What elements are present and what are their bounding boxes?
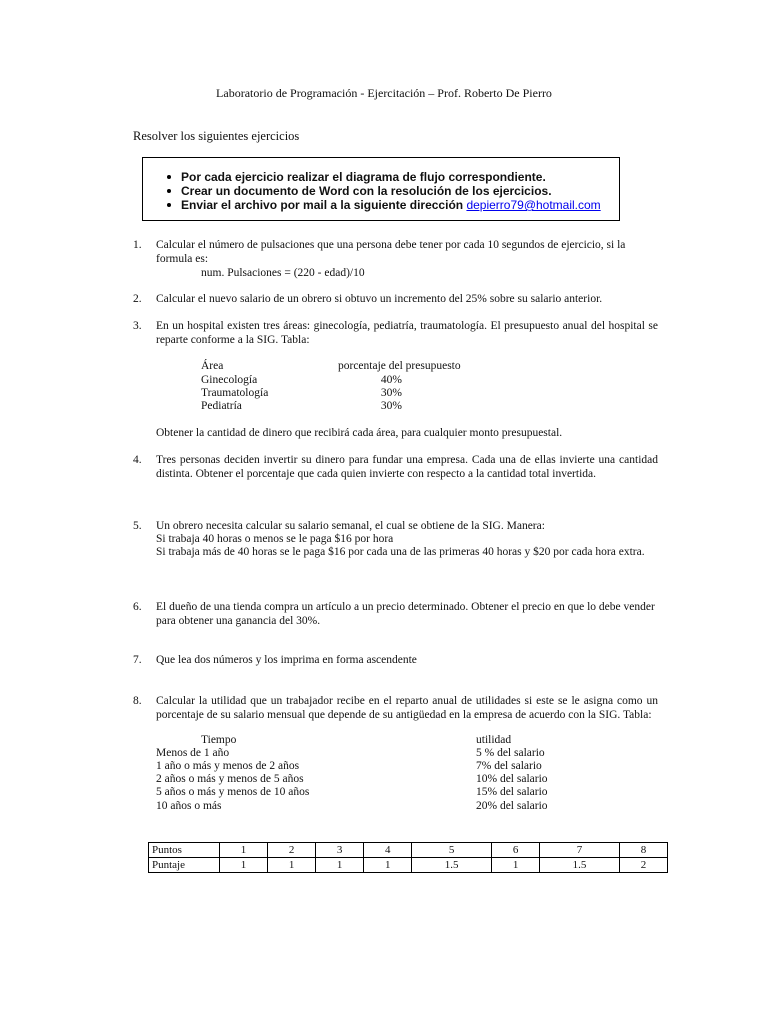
exercise-number: 2. <box>133 293 142 305</box>
instruction-item: Crear un documento de Word con la resolución de los ejercicios. <box>181 184 619 198</box>
table-cell: 1 <box>492 858 540 873</box>
table-cell: 1 <box>220 858 268 873</box>
budget-pct: 30% <box>380 387 402 399</box>
document-subtitle: Resolver los siguientes ejercicios <box>133 129 300 143</box>
seniority-tiempo: 10 años o más <box>156 800 222 812</box>
seniority-tiempo: Menos de 1 año <box>156 747 230 759</box>
exercise-1-text-cont: formula es: <box>156 253 209 265</box>
table-cell: 1 <box>220 843 268 858</box>
seniority-utilidad: 15% del salario <box>476 786 548 798</box>
budget-pct-cell <box>338 387 478 401</box>
seniority-utilidad: 7% del salario <box>476 760 542 772</box>
exercise-1-text: Calcular el número de pulsaciones que una persona debe tener por cada 10 segundos de ejercicio, si la <box>156 239 626 251</box>
exercise-number: 7. <box>133 654 142 666</box>
exercise-5-text: Un obrero necesita calcular su salario semanal, el cual se obtiene de la SIG. Manera: <box>156 520 545 532</box>
table-cell: 1 <box>364 858 412 873</box>
exercise-8-text: Calcular la utilidad que un trabajador recibe en el reparto anual de utilidades si este se le asigna como un porcentaje de su salario mensual que depende de su antigüedad en la empresa de acuerdo con la SIG. Tabla: <box>156 695 658 721</box>
seniority-tiempo: 2 años o más y menos de 5 años <box>156 773 304 785</box>
instruction-item: Por cada ejercicio realizar el diagrama de flujo correspondiente. <box>181 170 619 184</box>
table-cell: 1 <box>268 858 316 873</box>
exercise-number: 1. <box>133 239 142 251</box>
instruction-item <box>181 198 619 212</box>
budget-area: Ginecología <box>201 374 258 386</box>
table-row <box>149 858 668 873</box>
points-row-label: Puntos <box>149 843 220 858</box>
table-cell: 6 <box>492 843 540 858</box>
seniority-utilidad: 20% del salario <box>476 800 548 812</box>
exercise-6-text: El dueño de una tienda compra un artículo a un precio determinado. Obtener el precio en que lo debe vender para obtener una ganancia del 30%. <box>156 601 655 627</box>
table-row <box>149 843 668 858</box>
exercise-4-text: Tres personas deciden invertir su dinero para fundar una empresa. Cada una de ellas invierte una cantidad distinta. Obtener el porcentaje que cada quien invierte con respecto a la cantidad total invertida. <box>156 454 658 480</box>
exercise-1-formula: num. Pulsaciones = (220 - edad)/10 <box>201 267 365 279</box>
budget-area: Traumatología <box>201 387 269 399</box>
budget-pct: 30% <box>380 400 402 412</box>
instructions-list <box>143 170 619 212</box>
exercise-3-closing: Obtener la cantidad de dinero que recibirá cada área, para cualquier monto presupuestal. <box>156 427 563 439</box>
document-title: Laboratorio de Programación - Ejercitación – Prof. Roberto De Pierro <box>216 86 552 100</box>
exercise-3-text: En un hospital existen tres áreas: ginecología, pediatría, traumatología. El presupuesto anual del hospital se reparte conforme a la SIG. Tabla: <box>156 320 658 346</box>
exercise-2-text: Calcular el nuevo salario de un obrero si obtuvo un incremento del 25% sobre su salario anterior. <box>156 293 603 305</box>
instruction-text: Enviar el archivo por mail a la siguiente dirección <box>181 198 467 212</box>
exercise-number: 8. <box>133 695 142 707</box>
exercise-number: 5. <box>133 520 142 532</box>
table-cell: 5 <box>412 843 492 858</box>
table-cell: 1.5 <box>540 858 620 873</box>
exercise-number: 6. <box>133 601 142 613</box>
exercise-5-rule-2: Si trabaja más de 40 horas se le paga $16 por cada una de las primeras 40 horas y $20 por cada hora extra. <box>156 546 645 558</box>
email-link[interactable]: depierro79@hotmail.com <box>466 198 601 212</box>
exercise-number: 4. <box>133 454 142 466</box>
exercise-number: 3. <box>133 320 142 332</box>
table-cell: 1.5 <box>412 858 492 873</box>
table-cell: 4 <box>364 843 412 858</box>
score-row-label: Puntaje <box>149 858 220 873</box>
budget-pct-cell <box>338 400 478 414</box>
seniority-utilidad: 5 % del salario <box>476 747 545 759</box>
table-cell: 2 <box>268 843 316 858</box>
seniority-utilidad: 10% del salario <box>476 773 548 785</box>
points-table <box>148 842 668 873</box>
budget-area: Pediatría <box>201 400 242 412</box>
seniority-table-header-utilidad: utilidad <box>476 734 512 746</box>
seniority-tiempo: 5 años o más y menos de 10 años <box>156 786 310 798</box>
table-cell: 8 <box>619 843 667 858</box>
table-cell: 7 <box>540 843 620 858</box>
table-cell: 2 <box>619 858 667 873</box>
table-cell: 3 <box>316 843 364 858</box>
budget-pct: 40% <box>380 374 402 386</box>
budget-pct-cell <box>338 374 478 388</box>
budget-table-header-area: Área <box>201 360 224 372</box>
budget-table-header-pct: porcentaje del presupuesto <box>338 360 461 372</box>
instructions-box <box>142 157 620 221</box>
seniority-table-header-tiempo: Tiempo <box>201 734 237 746</box>
seniority-tiempo: 1 año o más y menos de 2 años <box>156 760 300 772</box>
exercise-7-text: Que lea dos números y los imprima en forma ascendente <box>156 654 417 666</box>
exercise-5-rule-1: Si trabaja 40 horas o menos se le paga $16 por hora <box>156 533 394 545</box>
table-cell: 1 <box>316 858 364 873</box>
